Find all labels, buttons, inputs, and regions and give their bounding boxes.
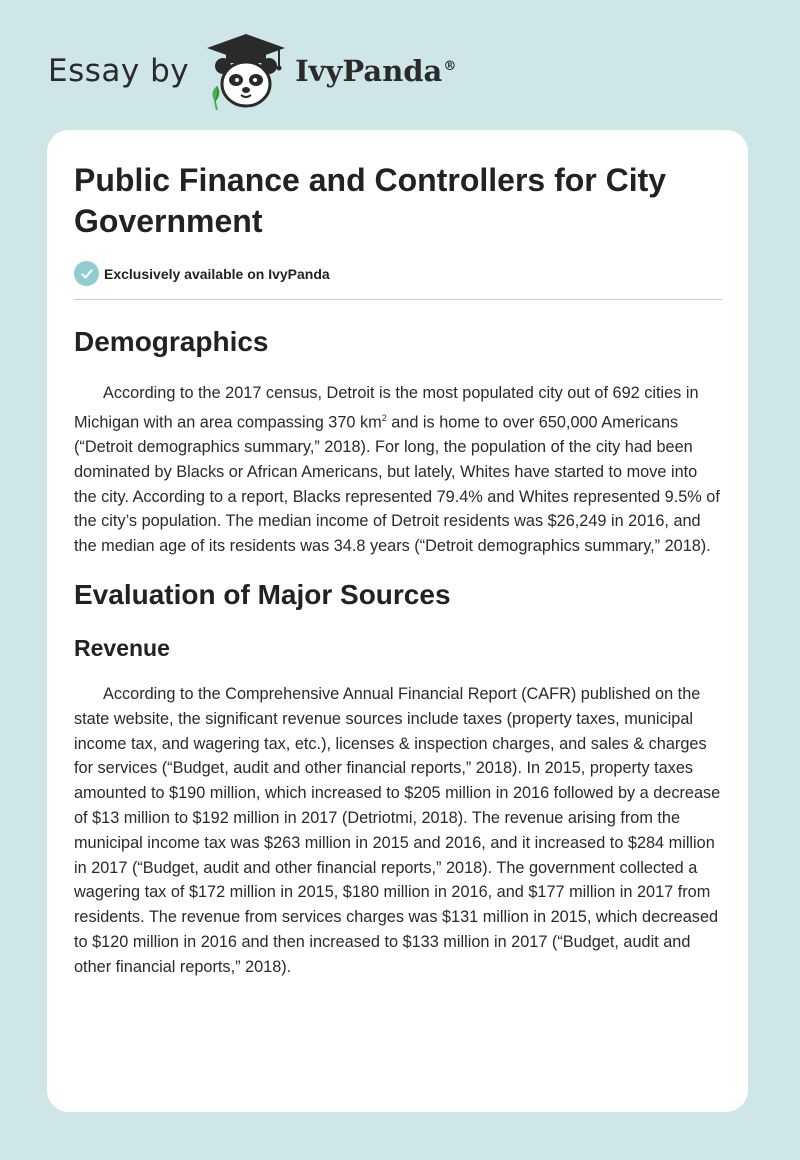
section-heading-demographics: Demographics: [74, 326, 269, 357]
badge-label: Exclusively available on IvyPanda: [104, 265, 330, 282]
site-header: [48, 28, 456, 114]
essay-by-label: Essay by: [48, 53, 190, 89]
registered-mark: ®: [443, 59, 457, 75]
exclusive-badge: [74, 261, 722, 286]
check-icon: [74, 261, 99, 286]
brand-name[interactable]: [295, 54, 456, 88]
paragraph-revenue: According to the Comprehensive Annual Financial Report (CAFR) published on the state website, the significant revenue sources include taxes (property taxes, municipal income tax, and wagering tax, etc.), licenses & inspection charges, and sales & charges for services (“Budget, audit and other financial reports,” 2018). In 2015, property taxes amounted to $190 million, which increased to $205 million in 2016 followed by a decrease of $13 million to $192 million in 2017 (Detriotmi, 2018). The revenue arising from the municipal income tax was $263 million in 2015 and 2016, and it increased to $284 million in 2017 (“Budget, audit and other financial reports,” 2018). The government collected a wagering tax of $172 million in 2015, $180 million in 2016, and $177 million in 2017 from residents. The revenue from services charges was $131 million in 2015, which decreased to $120 million in 2016 and then increased to $133 million in 2017 (“Budget, audit and other financial reports,” 2018).: [74, 685, 721, 976]
section-heading-evaluation: Evaluation of Major Sources: [74, 579, 451, 610]
article-card: [47, 130, 748, 1112]
panda-graduate-icon[interactable]: [201, 28, 291, 114]
brand-text: IvyPanda: [295, 54, 443, 88]
subsection-heading-revenue: Revenue: [74, 635, 170, 661]
paragraph-text: According to the 2017 census, Detroit is the most populated city out of 692 cities in Michigan with an area compassing 370 km: [74, 384, 699, 432]
paragraph-demographics: [74, 381, 722, 559]
article-title: Public Finance and Controllers for City Government: [74, 162, 667, 239]
paragraph-text-cont: and is home to over 650,000 Americans (“Detroit demographics summary,” 2018). For long, the population of the city had been dominated by Blacks or African Americans, but lately, Whites have started to move into the city. According to a report, Blacks represented 79.4% and Whites represented 9.5% of the city’s population. The median income of Detroit residents was $26,249 in 2016, and the median age of its residents was 34.8 years (“Detroit demographics summary,” 2018).: [74, 413, 720, 556]
divider: [74, 299, 722, 300]
superscript: 2: [381, 412, 387, 423]
